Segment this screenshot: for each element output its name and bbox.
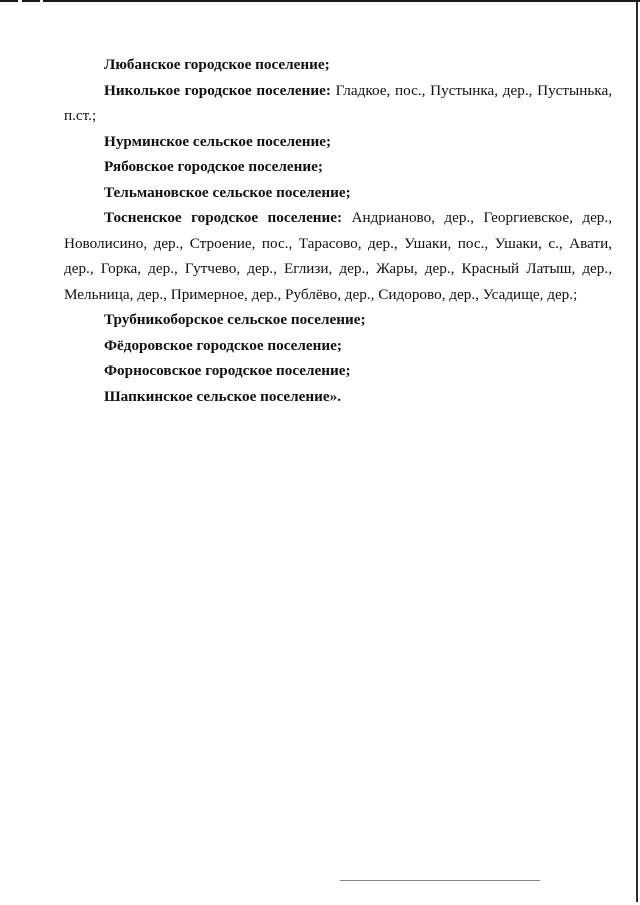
settlement-places: Гладкое, пос., Пустынка, дер., Пустынька, п.ст.; — [64, 81, 612, 124]
scan-border-gap — [40, 0, 43, 2]
scan-border-gap — [18, 0, 22, 2]
settlement-name: Трубникоборское сельское поселение; — [104, 311, 366, 328]
settlement-name: Николькое городское поселение: — [104, 81, 331, 99]
settlement-places: Андрианово, дер., Георгиевское, дер., Новолисино, дер., Строение, пос., Тарасово, дер., Ушаки, пос., Ушаки, с., Авати, дер., Горка, дер., Гутчево, дер., Еглизи, дер., Жары, дер., Красный Латыш, дер., Мельница, дер., Примерное, дер., Рублёво, дер., Сидорово, дер., Усадище, дер.; — [64, 209, 612, 303]
settlement-name: Тосненское городское поселение: — [104, 209, 343, 226]
settlement-paragraph — [64, 307, 612, 333]
settlement-name: Форносовское городское поселение; — [104, 362, 351, 379]
settlement-name: Любанское городское поселение; — [104, 56, 330, 73]
settlement-name: Фёдоровское городское поселение; — [104, 336, 342, 354]
settlement-paragraph — [64, 154, 612, 180]
settlement-paragraph — [64, 52, 612, 78]
scan-border-bottom — [340, 880, 540, 881]
settlement-name: Рябовское городское поселение; — [104, 158, 323, 175]
settlement-name: Шапкинское сельское поселение». — [104, 387, 342, 405]
settlement-paragraph — [64, 78, 612, 129]
document-body — [64, 52, 612, 409]
scan-border-top — [0, 0, 640, 2]
scan-border-right — [636, 2, 638, 902]
settlement-paragraph — [64, 129, 612, 155]
settlement-name: Тельмановское сельское поселение; — [104, 183, 351, 201]
settlement-paragraph — [64, 205, 612, 307]
settlement-paragraph — [64, 358, 612, 384]
settlement-paragraph — [64, 180, 612, 206]
settlement-paragraph — [64, 384, 612, 410]
settlement-paragraph — [64, 333, 612, 359]
settlement-name: Нурминское сельское поселение; — [104, 132, 332, 150]
